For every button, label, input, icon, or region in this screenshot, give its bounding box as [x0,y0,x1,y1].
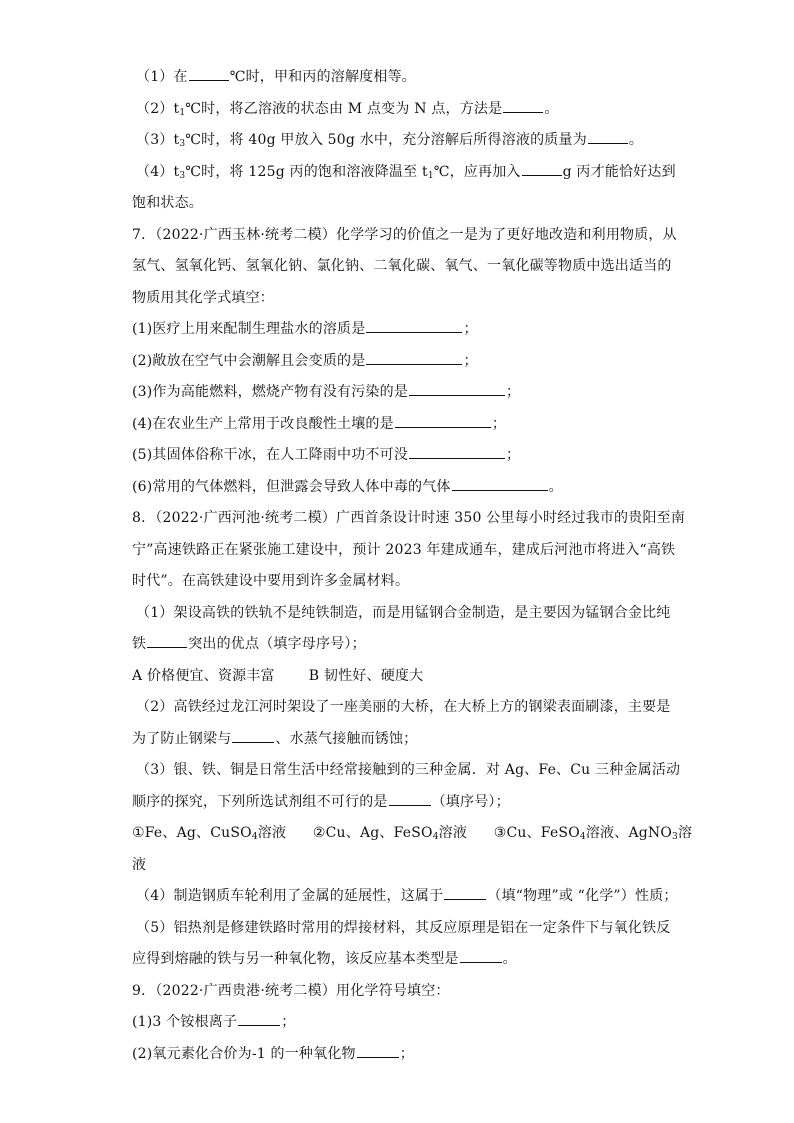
q6-part4-text-c: ℃，应再加入 [433,163,521,180]
q6-part4-text-d: g 丙才能恰好达到 [562,163,676,180]
q8-part1-b [132,629,672,661]
q9-item-1 [132,1007,672,1039]
q6-part4-cont: 饱和状态。 [132,195,203,211]
q6-part3 [132,125,672,157]
reagent-text: ③Cu、FeSO [493,825,580,841]
document-content [132,62,693,1070]
q7-item-5 [132,440,672,472]
answer-blank[interactable] [409,444,505,459]
q6-part4-text-b: ℃时，将 125g 丙的饱和溶液降温至 t [185,163,428,180]
q9-item-text: (1)3 个铵根离子 [132,1014,238,1030]
q7-item-text: (1)医疗上用来配制生理盐水的溶质是 [132,321,366,337]
answer-blank[interactable] [395,413,491,428]
q7-item-end: ； [491,415,507,432]
q7-item-text: (6)常用的气体燃料，但泄露会导致人体中毒的气体 [132,478,451,495]
q8-part1-text-end: 突出的优点（填字母序号）； [188,636,366,652]
reagent-text: ①Fe、Ag、CuSO [132,825,252,841]
q9-item-2 [132,1039,672,1071]
q6-part4 [132,157,676,189]
q6-part1 [132,62,672,94]
q8-part4-text: （4）制造钢质车轮利用了金属的延展性，这属于 [136,888,444,904]
answer-blank[interactable] [147,633,187,648]
q7-item-text: (4)在农业生产上常用于改良酸性土壤的是 [132,415,394,432]
q8-part3-text: 顺序的探究，下列所选试剂组不可行的是 [132,793,388,810]
q8-part5-text-end: 。 [502,951,517,967]
q7-item-end: 。 [548,478,563,495]
answer-blank[interactable] [238,1011,280,1026]
answer-blank[interactable] [366,350,462,365]
q7-item-6 [132,472,672,504]
subscript: 4 [579,832,586,842]
q8-part2-b [132,724,672,756]
reagent-option-2 [313,825,467,841]
q7-item-end: ； [506,447,521,463]
q8-options [132,661,672,693]
q7-item-1 [132,314,672,346]
q6-part4-text: （4）t [136,163,180,180]
q7-item-2 [132,346,672,378]
subscript: 4 [432,832,439,842]
q7-item-text: (3)作为高能燃料，燃烧产物有没有污染的是 [132,384,409,400]
answer-blank[interactable] [409,381,505,396]
q8-reagent-cont: 液 [132,856,147,873]
option-a: A 价格便宜、资源丰富 [132,667,275,684]
q6-part1-text-end: ℃时，甲和丙的溶解度相等。 [229,69,416,85]
q6-part3-text-b: ℃时，将 40g 甲放入 50g 水中，充分溶解后所得溶液的质量为 [185,132,587,148]
q7-intro-3: 物质用其化学式填空： [132,289,274,306]
q8-part5-a: （5）铝热剂是修建铁路时常用的焊接材料，其反应原理是铝在一定条件下与氧化铁反 [136,919,671,936]
answer-blank[interactable] [588,129,628,144]
reagent-text-end: 溶液 [438,825,468,841]
q9-intro: 9．（2022·广西贵港·统考二模）用化学符号填空： [132,982,450,999]
subscript: 3 [179,170,186,181]
q8-part2-text-end: 、水蒸气接触而锈蚀； [275,730,418,747]
q7-item-text: (5)其固体俗称干冰，在人工降雨中功不可没 [132,447,409,463]
q6-part2-text-b: ℃时，将乙溶液的状态由 M 点变为 N 点，方法是 [185,100,503,117]
reagent-option-1 [132,825,286,841]
answer-blank[interactable] [503,98,543,113]
q9-item-end: ； [281,1014,296,1030]
answer-blank[interactable] [357,1043,399,1058]
q6-part2-end: 。 [544,100,559,117]
q8-part1-a: （1）架设高铁的铁轨不是纯铁制造，而是用锰钢合金制造，是主要因为锰钢合金比纯 [136,604,671,621]
reagent-text-end: 溶液 [257,825,287,841]
subscript: 1 [427,170,434,181]
answer-blank[interactable] [522,161,562,176]
q8-part3-a: （3）银、铁、铜是日常生活中经常接触到的三种金属．对 Ag、Fe、Cu 三种金属活动 [136,762,681,778]
subscript: 3 [179,139,186,149]
q8-part4 [132,881,678,913]
answer-blank[interactable] [452,476,548,491]
subscript: 3 [672,832,678,842]
q9-item-text: (2)氧元素化合价为-1 的一种氧化物 [132,1045,356,1062]
reagent-text-end: 溶 [677,825,693,841]
q6-part3-text: （3）t [136,132,180,148]
q8-part1-text: 铁 [132,636,147,652]
q6-part1-text: （1）在 [136,69,188,85]
reagent-text: ②Cu、Ag、FeSO [312,825,433,841]
answer-blank[interactable] [389,791,431,806]
q8-part2-a: （2）高铁经过龙江河时架设了一座美丽的大桥，在大桥上方的钢梁表面刷漆，主要是 [136,699,671,715]
q9-item-end: ； [399,1045,414,1062]
q8-intro-1: 8．（2022·广西河池·统考二模）广西首条设计时速 350 公里每小时经过我市的贵阳至南 [132,510,686,526]
q8-reagent-options [132,818,693,850]
answer-blank[interactable] [189,66,229,81]
reagent-option-3 [494,825,692,841]
answer-blank[interactable] [366,318,462,333]
q7-item-end: ； [463,352,478,369]
q8-intro-3: 时代”。在高铁建设中要用到许多金属材料。 [132,573,410,589]
answer-blank[interactable] [444,885,486,900]
q7-intro-1: 7．（2022·广西玉林·统考二模）化学学习的价值之一是为了更好地改造和利用物质，从 [132,226,677,243]
option-b: B 韧性好、硬度大 [308,667,424,684]
q8-part5-b [132,944,672,976]
q8-part4-text-end: （填“物理”或 “化学”）性质； [487,888,678,904]
q8-part5-text: 应得到熔融的铁与另一种氧化物，该反应基本类型是 [132,951,459,967]
answer-blank[interactable] [460,948,502,963]
q6-part2-text: （2）t [136,100,180,117]
q7-item-end: ； [463,321,478,337]
reagent-text-b: 溶液、AgNO [585,825,673,841]
q7-intro-2: 氢气、氢氧化钙、氢氧化钠、氯化钠、二氧化碳、氧气、一氧化碳等物质中选出适当的 [132,258,672,274]
answer-blank[interactable] [232,728,274,743]
q7-item-3 [132,377,672,409]
q8-part2-text: 为了防止钢梁与 [132,730,232,747]
q6-part2 [132,94,672,126]
subscript: 1 [179,107,186,118]
q8-part3-b [132,787,672,819]
subscript: 4 [251,832,258,842]
q8-part3-text-end: （填序号）； [431,793,510,810]
q6-part3-end: 。 [628,132,644,148]
q8-intro-2: 宁”高速铁路正在紧张施工建设中，预计 2023 年建成通车，建成后河池市将进入“高铁 [132,541,676,558]
q7-item-text: (2)敞放在空气中会潮解且会变质的是 [132,352,366,369]
q7-item-end: ； [506,384,521,400]
q7-item-4 [132,409,672,441]
